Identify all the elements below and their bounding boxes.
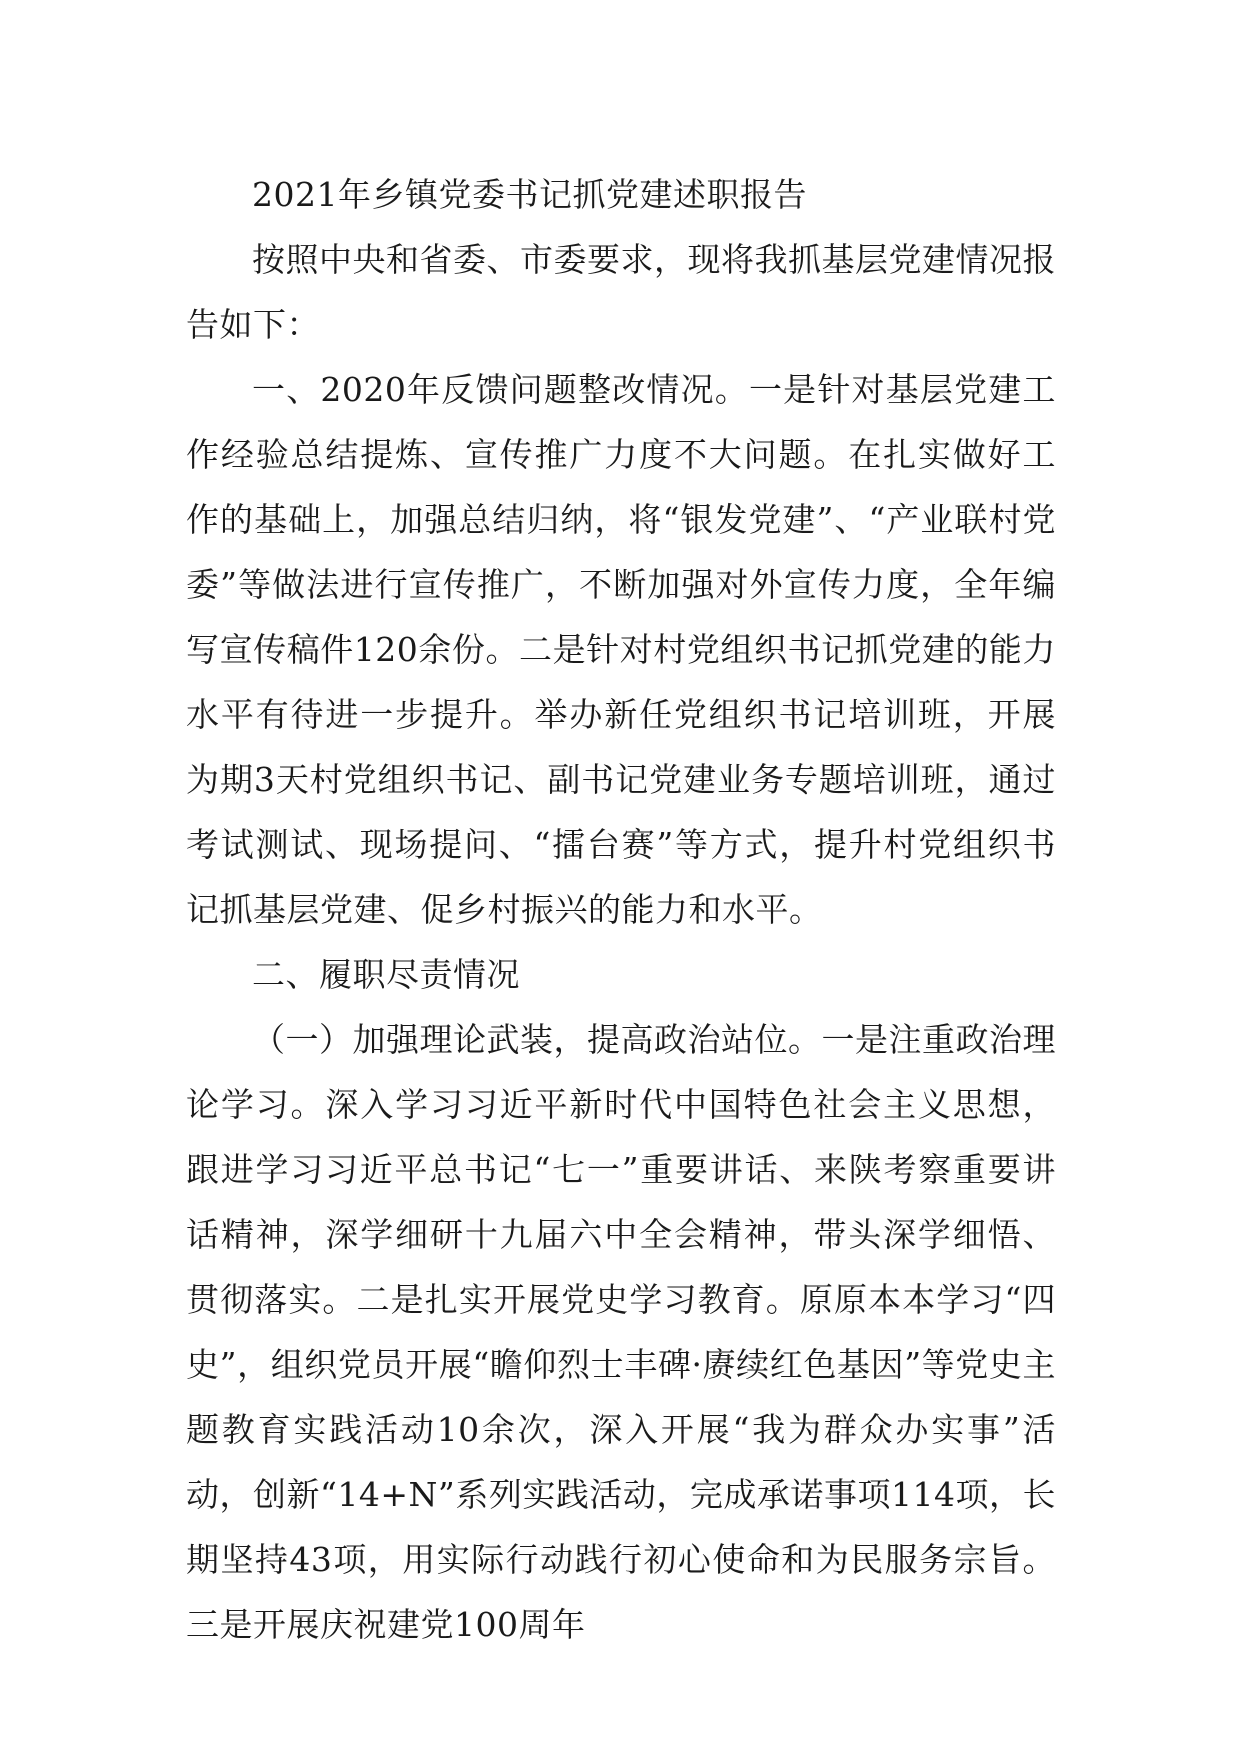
document-title: 2021年乡镇党委书记抓党建述职报告: [252, 175, 807, 214]
paragraph-section-2-heading: 二、履职尽责情况: [252, 955, 520, 994]
paragraph-section-1: 一、2020年反馈问题整改情况。一是针对基层党建工作经验总结提炼、宣传推广力度不大问题。在扎实做好工作的基础上，加强总结归纳，将“银发党建”、“产业联村党委”等做法进行宣传推广，不断加强对外宣传力度，全年编写宣传稿件120余份。二是针对村党组织书记抓党建的能力水平有待进一步提升。举办新任党组织书记培训班，开展为期3天村党组织书记、副书记党建业务专题培训班，通过考试测试、现场提问、“擂台赛”等方式，提升村党组织书记抓基层党建、促乡村振兴的能力和水平。: [186, 370, 1056, 929]
paragraph-section-2-1: （一）加强理论武装，提高政治站位。一是注重政治理论学习。深入学习习近平新时代中国特色社会主义思想，跟进学习习近平总书记“七一”重要讲话、来陕考察重要讲话精神，深学细研十九届六中全会精神，带头深学细悟、贯彻落实。二是扎实开展党史学习教育。原原本本学习“四史”，组织党员开展“瞻仰烈士丰碑·赓续红色基因”等党史主题教育实践活动10余次，深入开展“我为群众办实事”活动，创新“14+N”系列实践活动，完成承诺事项114项，长期坚持43项，用实际行动践行初心使命和为民服务宗旨。三是开展庆祝建党100周年: [186, 1020, 1056, 1644]
document-body: [186, 162, 1056, 1657]
paragraph-intro: 按照中央和省委、市委要求，现将我抓基层党建情况报告如下：: [186, 240, 1056, 344]
